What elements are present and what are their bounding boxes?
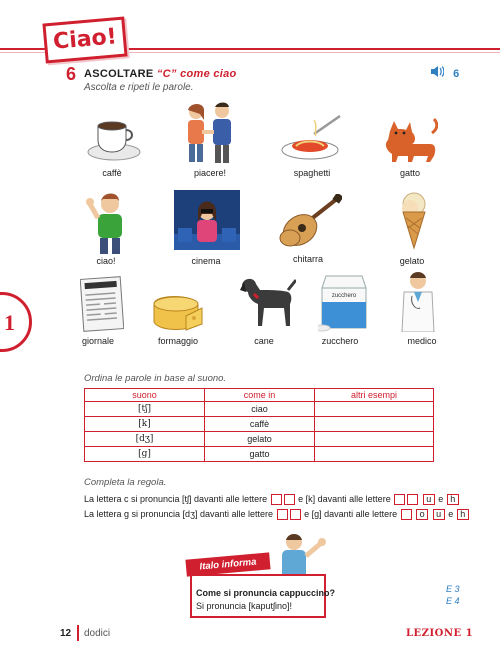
picture-label: formaggio <box>157 336 199 346</box>
rule-line-c <box>84 494 460 505</box>
guitar-picture <box>276 194 342 255</box>
speaker-icon <box>430 68 447 80</box>
sugar-bag-picture <box>318 272 370 337</box>
rule-instruction: Completa la regola. <box>84 477 167 488</box>
answer-box[interactable] <box>407 494 418 505</box>
lesson-side-tab-label: 1 <box>4 310 15 335</box>
answer-box[interactable]: u <box>423 494 435 505</box>
exercise-references <box>446 583 460 607</box>
cat-picture <box>382 113 438 168</box>
sound-cell: [g] <box>85 447 205 462</box>
picture-label: zucchero <box>321 336 359 346</box>
ice-cream-picture <box>398 190 430 255</box>
italo-answer: Si pronuncia [kaputʃino]! <box>196 601 293 611</box>
lesson-label: LEZIONE 1 <box>406 628 474 639</box>
italo-label: Italo informa <box>185 552 270 576</box>
picture-label: gatto <box>399 168 421 178</box>
answer-box[interactable] <box>401 509 412 520</box>
exercise-title-prefix: ASCOLTARE <box>84 68 154 80</box>
answer-box[interactable] <box>394 494 405 505</box>
answer-box[interactable]: h <box>457 509 469 520</box>
others-input-cell[interactable] <box>315 417 434 432</box>
spaghetti-picture <box>280 112 344 167</box>
rule-joiner: e <box>448 509 454 519</box>
example-cell: ciao <box>205 402 315 417</box>
picture-label: chitarra <box>292 254 323 264</box>
chapter-banner <box>42 17 127 64</box>
lesson-side-tab[interactable] <box>0 292 32 352</box>
column-header: altri esempi <box>315 389 434 402</box>
dog-picture <box>236 272 296 335</box>
answer-box[interactable]: u <box>433 509 445 520</box>
answer-box[interactable] <box>284 494 295 505</box>
column-header: come in <box>205 389 315 402</box>
reference-link[interactable]: E 4 <box>446 596 460 606</box>
picture-label: cane <box>254 336 274 346</box>
table-row <box>85 447 434 462</box>
coffee-cup-picture <box>86 112 142 167</box>
cheese-picture <box>150 290 206 339</box>
footer-divider <box>77 625 79 641</box>
italo-question: Come si pronuncia cappuccino? <box>196 588 336 598</box>
table-row <box>85 432 434 447</box>
exercise-subtitle: Ascolta e ripeti le parole. <box>84 82 194 93</box>
answer-box[interactable]: h <box>447 494 459 505</box>
picture-label: ciao! <box>96 256 116 266</box>
example-cell: gatto <box>205 447 315 462</box>
doctor-picture <box>398 270 438 337</box>
rule-text: La lettera g si pronuncia [dʒ] davanti alle lettere <box>84 509 274 519</box>
table-row <box>85 417 434 432</box>
answer-box[interactable] <box>290 509 301 520</box>
others-input-cell[interactable] <box>315 432 434 447</box>
exercise-title-quote: “C” come ciao <box>156 68 237 80</box>
cinema-picture <box>174 190 240 255</box>
sound-cell: [tʃ] <box>85 402 205 417</box>
picture-label: piacere! <box>193 168 227 178</box>
rule-joiner: e <box>438 494 444 504</box>
answer-box[interactable] <box>271 494 282 505</box>
picture-label: gelato <box>399 256 425 266</box>
rule-text: e [k] davanti alle lettere <box>298 494 391 504</box>
table-row <box>85 402 434 417</box>
others-input-cell[interactable] <box>315 447 434 462</box>
sound-cell: [k] <box>85 417 205 432</box>
sound-table <box>84 388 434 462</box>
newspaper-picture <box>80 276 124 337</box>
handshake-picture <box>178 102 240 169</box>
page-number-word: dodici <box>84 628 111 639</box>
audio-button[interactable] <box>430 66 459 80</box>
picture-label: caffè <box>102 168 122 178</box>
rule-text: e [g] davanti alle lettere <box>304 509 398 519</box>
table-instruction: Ordina le parole in base al suono. <box>84 373 227 384</box>
audio-track-number: 6 <box>453 68 460 80</box>
others-input-cell[interactable] <box>315 402 434 417</box>
reference-link[interactable]: E 3 <box>446 584 460 594</box>
example-cell: gelato <box>205 432 315 447</box>
answer-box[interactable] <box>277 509 288 520</box>
column-header: suono <box>85 389 205 402</box>
picture-label: giornale <box>81 336 115 346</box>
rule-text: La lettera c si pronuncia [tʃ] davanti alle lettere <box>84 494 268 504</box>
sugar-bag-label: zucchero <box>331 293 357 299</box>
exercise-number: 6 <box>66 64 77 84</box>
picture-label: spaghetti <box>293 168 331 178</box>
picture-label: cinema <box>191 256 221 266</box>
waving-boy-picture <box>86 192 132 259</box>
page-number: 12 <box>60 628 72 639</box>
exercise-title <box>84 68 237 80</box>
example-cell: caffè <box>205 417 315 432</box>
rule-line-g <box>84 509 470 520</box>
chapter-banner-label: Ciao! <box>52 24 118 55</box>
answer-box[interactable]: o <box>416 509 428 520</box>
sound-cell: [dʒ] <box>85 432 205 447</box>
picture-label: medico <box>407 336 437 346</box>
